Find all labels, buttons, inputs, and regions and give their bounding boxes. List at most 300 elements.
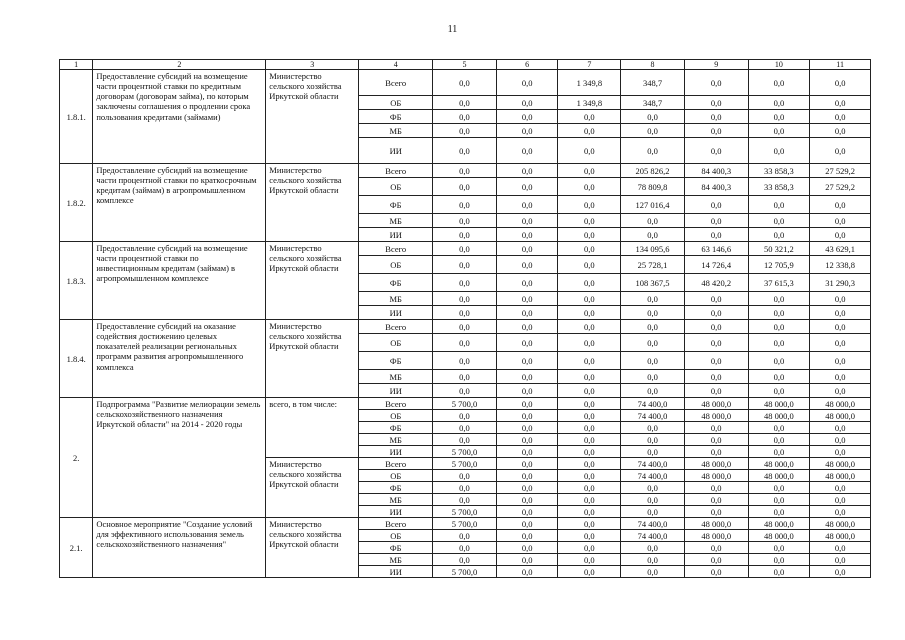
amount-cell: 0,0 — [748, 138, 810, 164]
table-row — [60, 398, 871, 410]
amount-cell: 0,0 — [496, 446, 558, 458]
amount-cell: 348,7 — [621, 96, 685, 110]
amount-cell: 0,0 — [433, 530, 497, 542]
amount-cell: 0,0 — [684, 124, 748, 138]
amount-cell: 48 420,2 — [684, 274, 748, 292]
amount-cell: 0,0 — [496, 352, 558, 370]
amount-cell: 48 000,0 — [684, 530, 748, 542]
funding-source: МБ — [359, 494, 433, 506]
amount-cell: 0,0 — [433, 228, 497, 242]
table-body — [60, 60, 871, 578]
amount-cell: 0,0 — [558, 458, 621, 470]
amount-cell: 12 705,9 — [748, 256, 810, 274]
table-row — [60, 518, 871, 530]
amount-cell: 0,0 — [433, 124, 497, 138]
amount-cell: 48 000,0 — [684, 398, 748, 410]
funding-source: ФБ — [359, 196, 433, 214]
amount-cell: 0,0 — [433, 554, 497, 566]
executor-cell: Министерство сельского хозяйства Иркутской области — [266, 70, 359, 164]
amount-cell: 0,0 — [433, 242, 497, 256]
amount-cell: 0,0 — [433, 494, 497, 506]
amount-cell: 0,0 — [810, 96, 871, 110]
amount-cell: 0,0 — [621, 110, 685, 124]
amount-cell: 0,0 — [810, 482, 871, 494]
amount-cell: 12 338,8 — [810, 256, 871, 274]
amount-cell: 0,0 — [684, 352, 748, 370]
amount-cell: 0,0 — [496, 384, 558, 398]
amount-cell: 0,0 — [748, 124, 810, 138]
funding-source: ИИ — [359, 138, 433, 164]
amount-cell: 0,0 — [558, 214, 621, 228]
executor-cell: Министерство сельского хозяйства Иркутской области — [266, 458, 359, 518]
amount-cell: 0,0 — [684, 434, 748, 446]
funding-source: ИИ — [359, 446, 433, 458]
amount-cell: 0,0 — [433, 196, 497, 214]
amount-cell: 0,0 — [810, 434, 871, 446]
amount-cell: 48 000,0 — [810, 530, 871, 542]
amount-cell: 63 146,6 — [684, 242, 748, 256]
amount-cell: 0,0 — [558, 518, 621, 530]
amount-cell: 0,0 — [621, 228, 685, 242]
amount-cell: 0,0 — [621, 422, 685, 434]
measure-title: Предоставление субсидий на оказание содействия достижению целевых показателей реализации региональных программ развития агропромышленного комплекса — [93, 320, 266, 398]
amount-cell: 0,0 — [433, 274, 497, 292]
amount-cell: 0,0 — [433, 334, 497, 352]
funding-source: ИИ — [359, 228, 433, 242]
amount-cell: 0,0 — [496, 566, 558, 578]
amount-cell: 0,0 — [810, 422, 871, 434]
funding-source: ИИ — [359, 566, 433, 578]
funding-source: ФБ — [359, 542, 433, 554]
amount-cell: 0,0 — [433, 384, 497, 398]
amount-cell: 48 000,0 — [684, 410, 748, 422]
funding-source: ОБ — [359, 470, 433, 482]
amount-cell: 0,0 — [810, 320, 871, 334]
amount-cell: 0,0 — [496, 196, 558, 214]
funding-source: ФБ — [359, 482, 433, 494]
amount-cell: 14 726,4 — [684, 256, 748, 274]
amount-cell: 0,0 — [558, 554, 621, 566]
amount-cell: 0,0 — [621, 320, 685, 334]
column-number-header: 10 — [748, 60, 810, 70]
funding-source: ФБ — [359, 352, 433, 370]
amount-cell: 0,0 — [684, 334, 748, 352]
amount-cell: 0,0 — [810, 214, 871, 228]
amount-cell: 0,0 — [810, 446, 871, 458]
amount-cell: 0,0 — [558, 292, 621, 306]
amount-cell: 0,0 — [621, 334, 685, 352]
amount-cell: 84 400,3 — [684, 178, 748, 196]
amount-cell: 0,0 — [496, 96, 558, 110]
funding-source: ОБ — [359, 178, 433, 196]
funding-source: ОБ — [359, 256, 433, 274]
funding-source: Всего — [359, 164, 433, 178]
amount-cell: 0,0 — [621, 542, 685, 554]
amount-cell: 5 700,0 — [433, 446, 497, 458]
funding-source: Всего — [359, 320, 433, 334]
amount-cell: 0,0 — [684, 506, 748, 518]
amount-cell: 0,0 — [433, 110, 497, 124]
amount-cell: 0,0 — [810, 352, 871, 370]
amount-cell: 0,0 — [558, 334, 621, 352]
amount-cell: 0,0 — [433, 434, 497, 446]
amount-cell: 0,0 — [748, 542, 810, 554]
amount-cell: 0,0 — [621, 384, 685, 398]
amount-cell: 0,0 — [748, 214, 810, 228]
amount-cell: 0,0 — [496, 494, 558, 506]
amount-cell: 0,0 — [496, 214, 558, 228]
funding-source: Всего — [359, 70, 433, 96]
amount-cell: 1 349,8 — [558, 70, 621, 96]
amount-cell: 0,0 — [684, 228, 748, 242]
funding-source: МБ — [359, 370, 433, 384]
amount-cell: 0,0 — [433, 422, 497, 434]
measure-title: Основное мероприятие "Создание условий для эффективного использования земель сельскохозяйственного назначения" — [93, 518, 266, 578]
amount-cell: 0,0 — [810, 292, 871, 306]
amount-cell: 0,0 — [748, 434, 810, 446]
amount-cell: 0,0 — [558, 164, 621, 178]
amount-cell: 0,0 — [558, 530, 621, 542]
measure-title: Предоставление субсидий на возмещение части процентной ставки по краткосрочным кредитам (займам) в агропромышленном комплексе — [93, 164, 266, 242]
funding-source: ОБ — [359, 410, 433, 422]
column-number-header: 5 — [433, 60, 497, 70]
amount-cell: 5 700,0 — [433, 398, 497, 410]
amount-cell: 0,0 — [810, 228, 871, 242]
amount-cell: 0,0 — [810, 554, 871, 566]
row-code: 2.1. — [60, 518, 93, 578]
amount-cell: 0,0 — [748, 506, 810, 518]
amount-cell: 48 000,0 — [748, 458, 810, 470]
amount-cell: 0,0 — [558, 470, 621, 482]
amount-cell: 0,0 — [496, 518, 558, 530]
amount-cell: 43 629,1 — [810, 242, 871, 256]
amount-cell: 0,0 — [496, 70, 558, 96]
amount-cell: 0,0 — [810, 566, 871, 578]
amount-cell: 127 016,4 — [621, 196, 685, 214]
amount-cell: 0,0 — [433, 306, 497, 320]
amount-cell: 0,0 — [810, 138, 871, 164]
amount-cell: 31 290,3 — [810, 274, 871, 292]
amount-cell: 37 615,3 — [748, 274, 810, 292]
amount-cell: 48 000,0 — [810, 470, 871, 482]
amount-cell: 5 700,0 — [433, 458, 497, 470]
amount-cell: 0,0 — [433, 70, 497, 96]
amount-cell: 0,0 — [684, 306, 748, 320]
page-number: 11 — [447, 24, 458, 35]
table-row — [60, 164, 871, 178]
amount-cell: 0,0 — [496, 470, 558, 482]
amount-cell: 84 400,3 — [684, 164, 748, 178]
amount-cell: 0,0 — [496, 256, 558, 274]
funding-source: ОБ — [359, 96, 433, 110]
amount-cell: 0,0 — [433, 256, 497, 274]
amount-cell: 0,0 — [748, 96, 810, 110]
amount-cell: 0,0 — [558, 196, 621, 214]
executor-cell: всего, в том числе: — [266, 398, 359, 458]
amount-cell: 0,0 — [496, 292, 558, 306]
amount-cell: 0,0 — [496, 554, 558, 566]
amount-cell: 0,0 — [496, 434, 558, 446]
amount-cell: 0,0 — [684, 320, 748, 334]
amount-cell: 0,0 — [684, 554, 748, 566]
funding-source: Всего — [359, 458, 433, 470]
amount-cell: 48 000,0 — [748, 470, 810, 482]
amount-cell: 0,0 — [496, 530, 558, 542]
amount-cell: 0,0 — [496, 542, 558, 554]
amount-cell: 0,0 — [496, 410, 558, 422]
amount-cell: 78 809,8 — [621, 178, 685, 196]
amount-cell: 0,0 — [496, 422, 558, 434]
row-code: 1.8.2. — [60, 164, 93, 242]
amount-cell: 0,0 — [621, 138, 685, 164]
amount-cell: 0,0 — [621, 482, 685, 494]
amount-cell: 74 400,0 — [621, 470, 685, 482]
amount-cell: 48 000,0 — [748, 410, 810, 422]
amount-cell: 0,0 — [496, 370, 558, 384]
amount-cell: 0,0 — [558, 494, 621, 506]
amount-cell: 0,0 — [810, 370, 871, 384]
amount-cell: 0,0 — [496, 242, 558, 256]
amount-cell: 0,0 — [621, 370, 685, 384]
amount-cell: 0,0 — [684, 110, 748, 124]
column-number-header: 1 — [60, 60, 93, 70]
amount-cell: 0,0 — [621, 554, 685, 566]
amount-cell: 0,0 — [433, 292, 497, 306]
amount-cell: 108 367,5 — [621, 274, 685, 292]
amount-cell: 0,0 — [684, 566, 748, 578]
amount-cell: 48 000,0 — [810, 458, 871, 470]
amount-cell: 0,0 — [810, 306, 871, 320]
amount-cell: 0,0 — [748, 352, 810, 370]
measure-title: Предоставление субсидий на возмещение части процентной ставки по инвестиционным кредитам (займам) в агропромышленном комплексе — [93, 242, 266, 320]
amount-cell: 0,0 — [621, 292, 685, 306]
amount-cell: 0,0 — [748, 446, 810, 458]
amount-cell: 1 349,8 — [558, 96, 621, 110]
amount-cell: 0,0 — [748, 554, 810, 566]
amount-cell: 33 858,3 — [748, 178, 810, 196]
amount-cell: 0,0 — [684, 422, 748, 434]
funding-source: Всего — [359, 242, 433, 256]
amount-cell: 0,0 — [621, 306, 685, 320]
amount-cell: 0,0 — [684, 196, 748, 214]
amount-cell: 0,0 — [748, 334, 810, 352]
amount-cell: 0,0 — [810, 542, 871, 554]
amount-cell: 0,0 — [558, 482, 621, 494]
amount-cell: 0,0 — [748, 110, 810, 124]
amount-cell: 74 400,0 — [621, 398, 685, 410]
column-number-header: 2 — [93, 60, 266, 70]
column-number-header: 7 — [558, 60, 621, 70]
column-number-header: 8 — [621, 60, 685, 70]
column-number-header: 9 — [684, 60, 748, 70]
amount-cell: 0,0 — [558, 398, 621, 410]
amount-cell: 0,0 — [810, 334, 871, 352]
executor-cell: Министерство сельского хозяйства Иркутской области — [266, 320, 359, 398]
amount-cell: 0,0 — [748, 320, 810, 334]
measure-title: Подпрограмма "Развитие мелиорации земель сельскохозяйственного назначения Иркутской области" на 2014 - 2020 годы — [93, 398, 266, 518]
amount-cell: 0,0 — [810, 110, 871, 124]
amount-cell: 0,0 — [684, 542, 748, 554]
amount-cell: 0,0 — [496, 506, 558, 518]
row-code: 1.8.1. — [60, 70, 93, 164]
amount-cell: 0,0 — [496, 334, 558, 352]
amount-cell: 0,0 — [748, 196, 810, 214]
amount-cell: 0,0 — [558, 542, 621, 554]
amount-cell: 0,0 — [684, 96, 748, 110]
amount-cell: 0,0 — [496, 274, 558, 292]
amount-cell: 27 529,2 — [810, 178, 871, 196]
amount-cell: 0,0 — [558, 256, 621, 274]
amount-cell: 0,0 — [496, 320, 558, 334]
table-row — [60, 70, 871, 96]
amount-cell: 0,0 — [558, 384, 621, 398]
column-number-header: 11 — [810, 60, 871, 70]
amount-cell: 348,7 — [621, 70, 685, 96]
amount-cell: 48 000,0 — [810, 398, 871, 410]
amount-cell: 0,0 — [621, 446, 685, 458]
program-budget-table — [59, 59, 871, 578]
amount-cell: 33 858,3 — [748, 164, 810, 178]
amount-cell: 0,0 — [558, 352, 621, 370]
amount-cell: 0,0 — [433, 370, 497, 384]
measure-title: Предоставление субсидий на возмещение части процентной ставки по кредитным договорам (договорам займа), по которым заключены соглашения о продлении срока пользования кредитами (займами) — [93, 70, 266, 164]
amount-cell: 0,0 — [496, 124, 558, 138]
amount-cell: 0,0 — [433, 178, 497, 196]
amount-cell: 0,0 — [433, 482, 497, 494]
funding-source: Всего — [359, 398, 433, 410]
amount-cell: 74 400,0 — [621, 518, 685, 530]
amount-cell: 0,0 — [558, 320, 621, 334]
funding-source: ФБ — [359, 422, 433, 434]
amount-cell: 0,0 — [433, 352, 497, 370]
amount-cell: 0,0 — [558, 306, 621, 320]
executor-cell: Министерство сельского хозяйства Иркутской области — [266, 164, 359, 242]
amount-cell: 0,0 — [433, 470, 497, 482]
amount-cell: 0,0 — [748, 228, 810, 242]
amount-cell: 0,0 — [748, 370, 810, 384]
amount-cell: 48 000,0 — [748, 518, 810, 530]
amount-cell: 0,0 — [558, 228, 621, 242]
amount-cell: 25 728,1 — [621, 256, 685, 274]
amount-cell: 0,0 — [496, 458, 558, 470]
amount-cell: 48 000,0 — [748, 398, 810, 410]
amount-cell: 0,0 — [810, 70, 871, 96]
executor-cell: Министерство сельского хозяйства Иркутской области — [266, 518, 359, 578]
amount-cell: 48 000,0 — [748, 530, 810, 542]
amount-cell: 27 529,2 — [810, 164, 871, 178]
funding-source: ФБ — [359, 110, 433, 124]
funding-source: МБ — [359, 434, 433, 446]
amount-cell: 0,0 — [748, 70, 810, 96]
funding-source: ОБ — [359, 530, 433, 542]
amount-cell: 0,0 — [496, 228, 558, 242]
column-number-row — [60, 60, 871, 70]
amount-cell: 0,0 — [748, 384, 810, 398]
amount-cell: 0,0 — [433, 214, 497, 228]
amount-cell: 134 095,6 — [621, 242, 685, 256]
amount-cell: 0,0 — [621, 506, 685, 518]
funding-source: ИИ — [359, 506, 433, 518]
amount-cell: 74 400,0 — [621, 458, 685, 470]
amount-cell: 5 700,0 — [433, 518, 497, 530]
amount-cell: 0,0 — [558, 274, 621, 292]
amount-cell: 0,0 — [810, 506, 871, 518]
amount-cell: 0,0 — [748, 306, 810, 320]
amount-cell: 0,0 — [684, 446, 748, 458]
column-number-header: 3 — [266, 60, 359, 70]
amount-cell: 0,0 — [433, 320, 497, 334]
funding-source: Всего — [359, 518, 433, 530]
amount-cell: 0,0 — [433, 410, 497, 422]
row-code: 1.8.3. — [60, 242, 93, 320]
amount-cell: 0,0 — [748, 292, 810, 306]
funding-source: МБ — [359, 292, 433, 306]
amount-cell: 48 000,0 — [684, 470, 748, 482]
amount-cell: 0,0 — [684, 138, 748, 164]
executor-cell: Министерство сельского хозяйства Иркутской области — [266, 242, 359, 320]
amount-cell: 0,0 — [748, 422, 810, 434]
amount-cell: 0,0 — [621, 124, 685, 138]
amount-cell: 0,0 — [558, 422, 621, 434]
amount-cell: 0,0 — [810, 494, 871, 506]
amount-cell: 48 000,0 — [684, 518, 748, 530]
amount-cell: 0,0 — [748, 494, 810, 506]
amount-cell: 0,0 — [433, 138, 497, 164]
amount-cell: 0,0 — [748, 566, 810, 578]
amount-cell: 48 000,0 — [810, 518, 871, 530]
amount-cell: 0,0 — [558, 124, 621, 138]
amount-cell: 0,0 — [621, 566, 685, 578]
amount-cell: 50 321,2 — [748, 242, 810, 256]
column-number-header: 6 — [496, 60, 558, 70]
amount-cell: 0,0 — [684, 482, 748, 494]
amount-cell: 0,0 — [684, 214, 748, 228]
amount-cell: 74 400,0 — [621, 410, 685, 422]
amount-cell: 0,0 — [558, 446, 621, 458]
amount-cell: 0,0 — [496, 164, 558, 178]
amount-cell: 0,0 — [684, 494, 748, 506]
amount-cell: 0,0 — [684, 70, 748, 96]
amount-cell: 0,0 — [684, 292, 748, 306]
amount-cell: 0,0 — [621, 494, 685, 506]
amount-cell: 0,0 — [621, 352, 685, 370]
amount-cell: 0,0 — [496, 110, 558, 124]
amount-cell: 48 000,0 — [810, 410, 871, 422]
amount-cell: 0,0 — [558, 178, 621, 196]
funding-source: МБ — [359, 554, 433, 566]
amount-cell: 0,0 — [621, 214, 685, 228]
amount-cell: 0,0 — [684, 370, 748, 384]
amount-cell: 0,0 — [433, 96, 497, 110]
funding-source: ИИ — [359, 384, 433, 398]
column-number-header: 4 — [359, 60, 433, 70]
amount-cell: 0,0 — [496, 482, 558, 494]
funding-source: ИИ — [359, 306, 433, 320]
amount-cell: 5 700,0 — [433, 506, 497, 518]
amount-cell: 0,0 — [496, 138, 558, 164]
funding-source: ОБ — [359, 334, 433, 352]
row-code: 2. — [60, 398, 93, 518]
amount-cell: 0,0 — [810, 384, 871, 398]
amount-cell: 0,0 — [558, 506, 621, 518]
amount-cell: 0,0 — [558, 242, 621, 256]
amount-cell: 0,0 — [496, 306, 558, 320]
amount-cell: 0,0 — [558, 110, 621, 124]
row-code: 1.8.4. — [60, 320, 93, 398]
amount-cell: 0,0 — [558, 370, 621, 384]
amount-cell: 0,0 — [558, 410, 621, 422]
amount-cell: 0,0 — [748, 482, 810, 494]
